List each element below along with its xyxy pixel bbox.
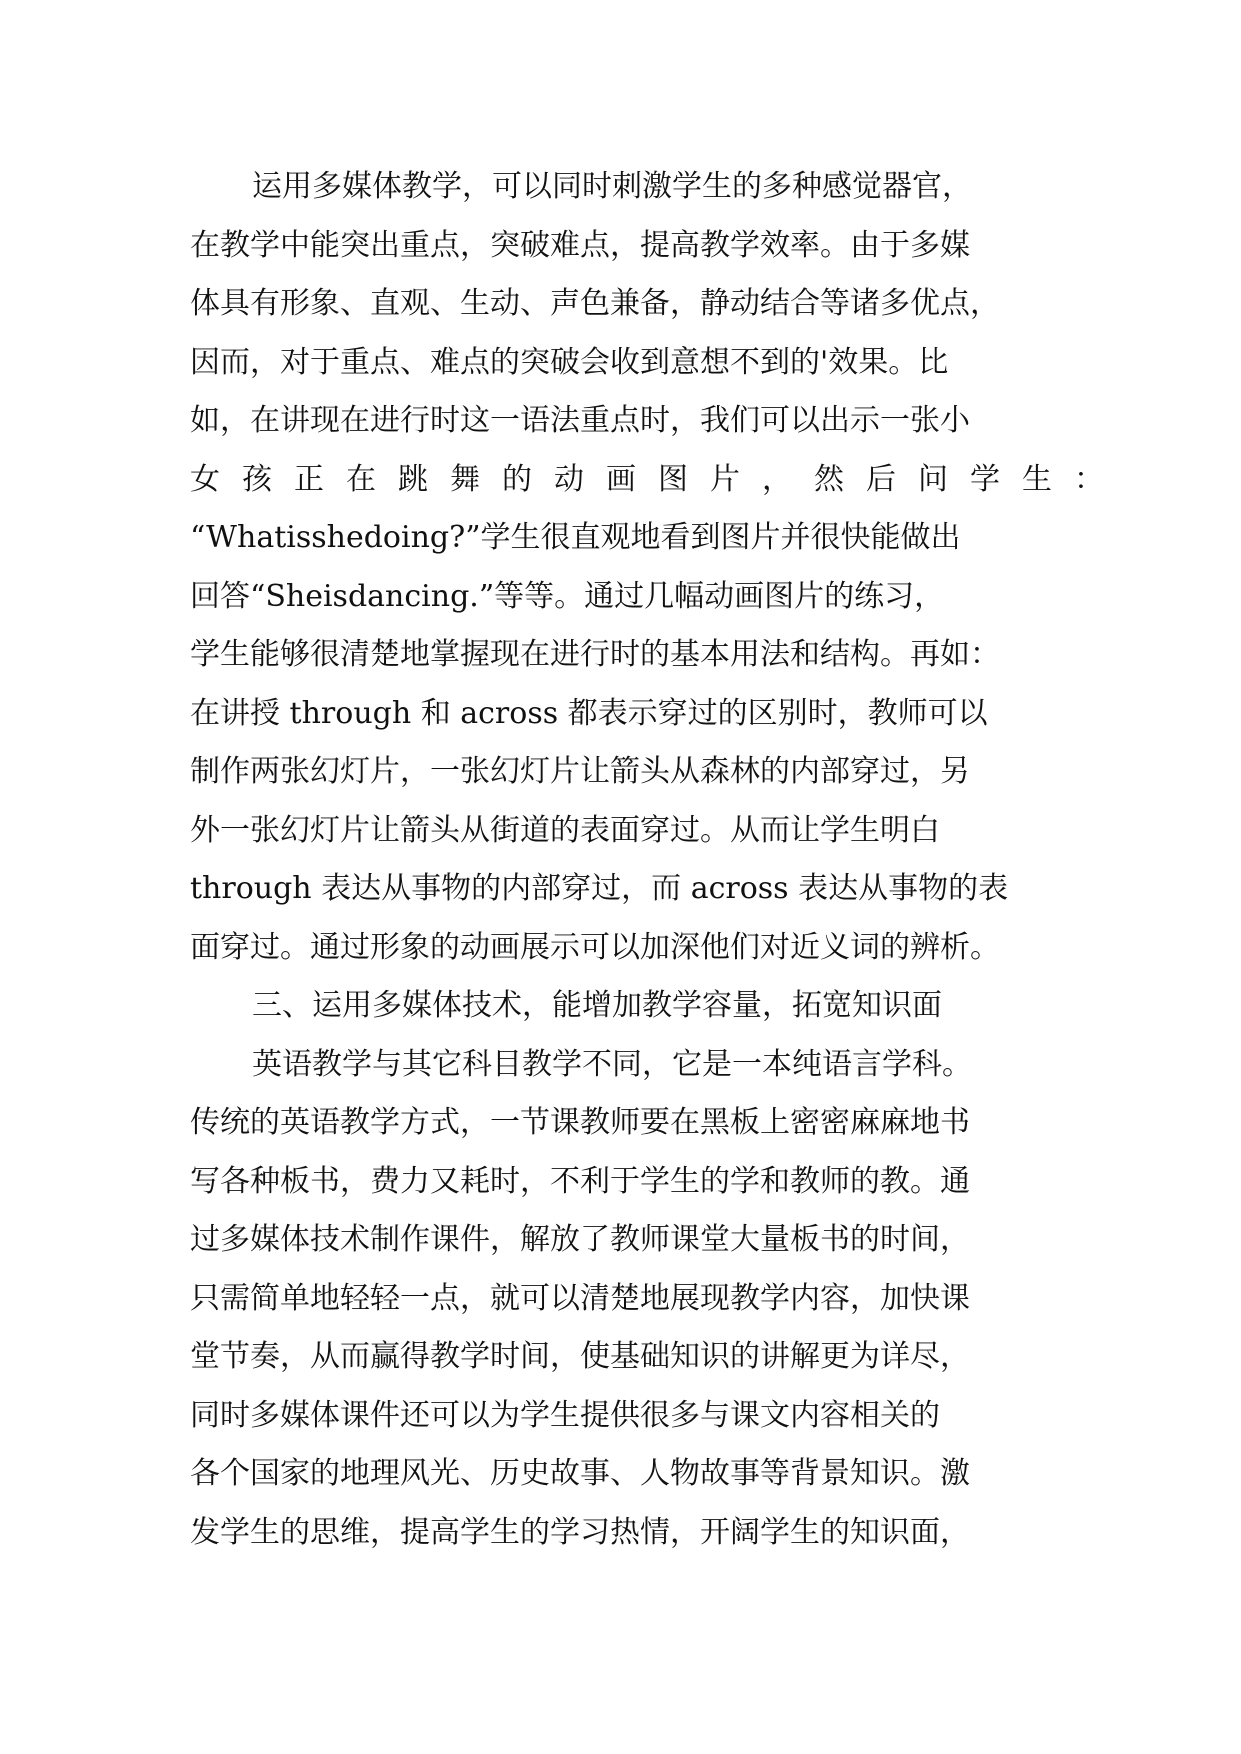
text-line: 传统的英语教学方式，一节课教师要在黑板上密密麻麻地书 — [190, 1105, 970, 1140]
text-line: 发学生的思维，提高学生的学习热情，开阔学生的知识面， — [190, 1514, 970, 1550]
text-line: through 表达从事物的内部穿过，而 across 表达从事物的表 — [190, 871, 1009, 906]
text-line: 女孩正在跳舞的动画图片，然后问学生： — [190, 461, 1126, 497]
text-line: 因而，对于重点、难点的突破会收到意想不到的'效果。比 — [190, 344, 949, 380]
text-line: 各个国家的地理风光、历史故事、人物故事等背景知识。激 — [190, 1456, 970, 1491]
text-line: 体具有形象、直观、生动、声色兼备，静动结合等诸多优点， — [190, 286, 1000, 321]
text-line: 在讲授 through 和 across 都表示穿过的区别时，教师可以 — [190, 695, 988, 731]
text-line: 运用多媒体教学，可以同时刺激学生的多种感觉器官， — [252, 169, 972, 204]
text-line: 过多媒体技术制作课件，解放了教师课堂大量板书的时间， — [190, 1222, 970, 1257]
text-line: 制作两张幻灯片，一张幻灯片让箭头从森林的内部穿过，另 — [190, 754, 970, 789]
body-text — [190, 158, 1126, 1562]
text-line: 只需简单地轻轻一点，就可以清楚地展现教学内容，加快课 — [190, 1280, 970, 1316]
text-line: “Whatisshedoing?”学生很直观地看到图片并很快能做出 — [190, 520, 961, 555]
text-line: 堂节奏，从而赢得教学时间，使基础知识的讲解更为详尽， — [190, 1339, 970, 1374]
section-heading: 三、运用多媒体技术，能增加教学容量，拓宽知识面 — [252, 988, 942, 1023]
text-line: 写各种板书，费力又耗时，不利于学生的学和教师的教。通 — [190, 1163, 970, 1199]
text-line: 同时多媒体课件还可以为学生提供很多与课文内容相关的 — [190, 1397, 940, 1433]
text-line: 外一张幻灯片让箭头从街道的表面穿过。从而让学生明白 — [190, 812, 940, 848]
text-line: 英语教学与其它科目教学不同，它是一本纯语言学科。 — [252, 1046, 972, 1082]
text-line: 学生能够很清楚地掌握现在进行时的基本用法和结构。再如： — [190, 637, 1000, 672]
text-line: 在教学中能突出重点，突破难点，提高教学效率。由于多媒 — [190, 227, 970, 263]
text-line: 如，在讲现在进行时这一语法重点时，我们可以出示一张小 — [190, 403, 970, 438]
text-line: 面穿过。通过形象的动画展示可以加深他们对近义词的辨析。 — [190, 929, 1000, 965]
text-line: 回答“Sheisdancing.”等等。通过几幅动画图片的练习， — [190, 578, 945, 614]
